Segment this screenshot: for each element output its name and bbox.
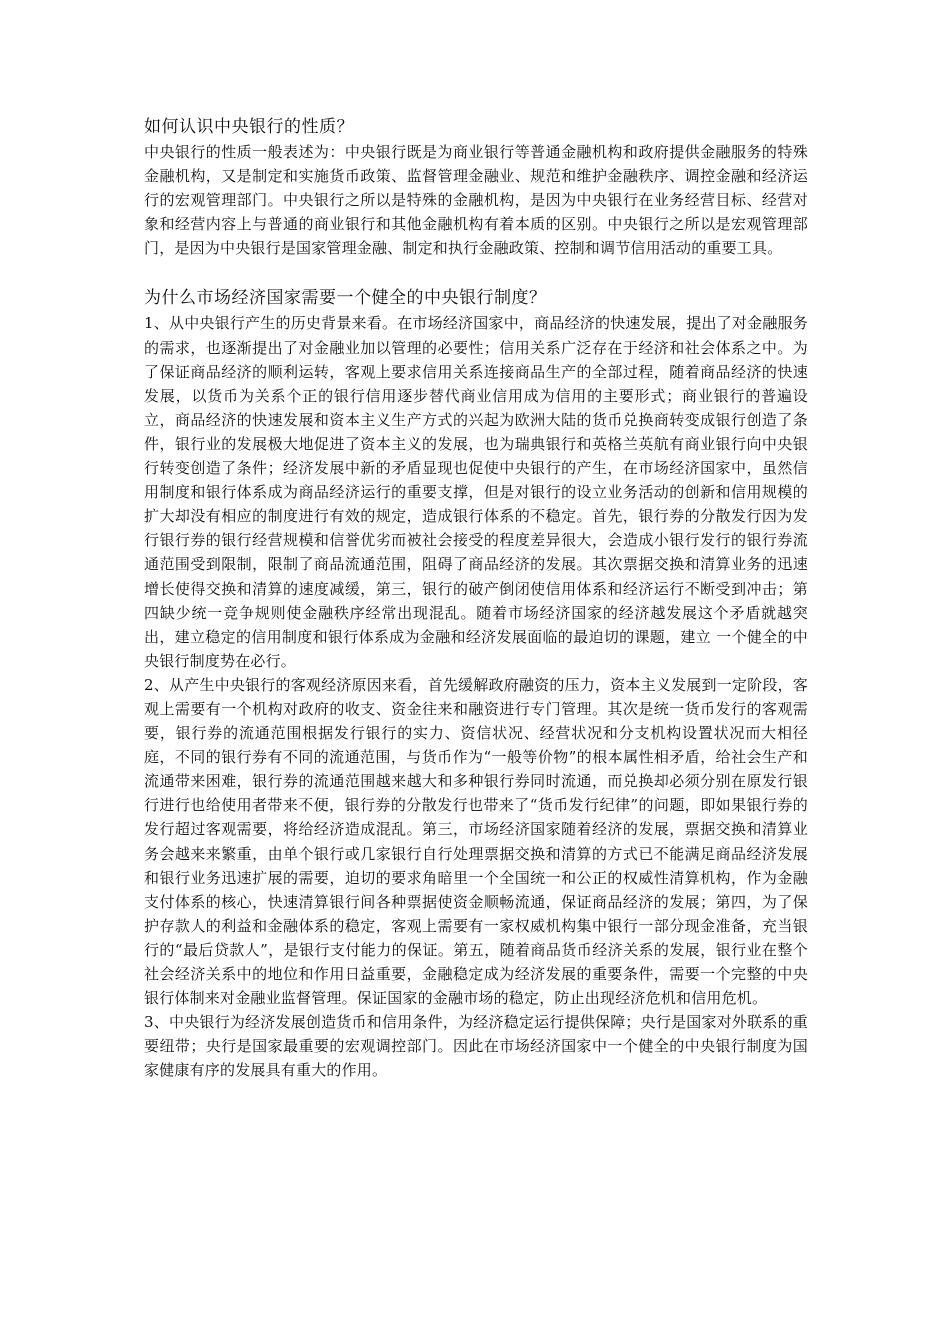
question-heading: 为什么市场经济国家需要一个健全的中央银行制度？ bbox=[144, 288, 547, 309]
answer-paragraph-2: 2、从产生中央银行的客观经济原因来看，首先缓解政府融资的压力，资本主义发展到一定阶段，客观上需要有一个机构对政府的收支、资金往来和融资进行专门管理。其次是统一货币发行的客观需要，银行券的流通范围根据发行银行的实力、资信状况、经营状况和分支机构设置状况而大相径庭，不同的银行券有不同的流通范围，与货币作为“一般等价物”的根本属性相矛盾，给社会生产和流通带来困难，银行券的流通范围越来越大和多种银行券同时流通，而兑换却必须分别在原发行银行进行也给使用者带来不便，银行券的分散发行也带来了“货币发行纪律”的问题，即如果银行券的发行超过客观需要，将给经济造成混乱。第三，市场经济国家随着经济的发展，票据交换和清算业务会越来来繁重，由单个银行或几家银行自行处理票据交换和清算的方式已不能满足商品经济发展和银行业务迅速扩展的需要，迫切的要求角暗里一个全国统一和公正的权威性清算机构，作为金融支付体系的核心，快速清算银行间各种票据使资金顺畅流通，保证商品经济的发展；第四，为了保护存款人的利益和金融体系的稳定，客观上需要有一家权威机构集中银行一部分现金准备，充当银行的“最后贷款人”，是银行支付能力的保证。第五，随着商品货币经济关系的发展，银行业在整个社会经济关系中的地位和作用日益重要，金融稳定成为经济发展的重要条件，需要一个完整的中央银行体制来对金融业监督管理。保证国家的金融市场的稳定，防止出现经济危机和信用危机。 bbox=[144, 675, 808, 1008]
section-why-central-bank-system bbox=[144, 285, 808, 1082]
question-heading: 如何认识中央银行的性质？ bbox=[144, 117, 354, 137]
document-page bbox=[144, 114, 808, 1082]
section-central-bank-nature bbox=[144, 114, 808, 260]
answer-paragraph: 中央银行的性质一般表述为：中央银行既是为商业银行等普通金融机构和政府提供金融服务的特殊金融机构，又是制定和实施货币政策、监督管理金融业、规范和维护金融秩序、调控金融和经济运行的宏观管理部门。中央银行之所以是特殊的金融机构，是因为中央银行在业务经营目标、经营对象和经营内容上与普通的商业银行和其他金融机构有着本质的区别。中央银行之所以是宏观管理部门，是因为中央银行是国家管理金融、制定和执行金融政策、控制和调节信用活动的重要工具。 bbox=[144, 143, 808, 258]
answer-paragraph-3: 3、中央银行为经济发展创造货币和信用条件，为经济稳定运行提供保障；央行是国家对外联系的重要纽带；央行是国家最重要的宏观调控部门。因此在市场经济国家中一个健全的中央银行制度为国家健康有序的发展具有重大的作用。 bbox=[144, 1013, 808, 1080]
answer-paragraph-1: 1、从中央银行产生的历史背景来看。在市场经济国家中，商品经济的快速发展，提出了对金融服务的需求，也逐渐提出了对金融业加以管理的必要性；信用关系广泛存在于经济和社会体系之中。为了保证商品经济的顺利运转，客观上要求信用关系连接商品生产的全部过程，随着商品经济的快速发展，以货币为关系个正的银行信用逐步替代商业信用成为信用的主要形式；商业银行的普遍设立，商品经济的快速发展和资本主义生产方式的兴起为欧洲大陆的货币兑换商转变成银行创造了条件，银行业的发展极大地促进了资本主义的发展，也为瑞典银行和英格兰英航有商业银行向中央银行转变创造了条件；经济发展中新的矛盾显现也促使中央银行的产生，在市场经济国家中，虽然信用制度和银行体系成为商品经济运行的重要支撑，但是对银行的设立业务活动的创新和信用规模的扩大却没有相应的制度进行有效的规定，造成银行体系的不稳定。首先，银行券的分散发行因为发行银行券的银行经营规模和信誉优劣而被社会接受的程度差异很大，会造成小银行发行的银行券流通范围受到限制，限制了商品流通范围，阻碍了商品经济的发展。其次票据交换和清算业务的迅速增长使得交换和清算的速度减缓，第三，银行的破产倒闭使信用体系和经济运行不断受到冲击；第四缺少统一竞争规则使金融秩序经常出现混乱。随着市场经济国家的经济越发展这个矛盾就越突出，建立稳定的信用制度和银行体系成为金融和经济发展面临的最迫切的课题，建立 一个健全的中央银行制度势在必行。 bbox=[144, 314, 808, 670]
